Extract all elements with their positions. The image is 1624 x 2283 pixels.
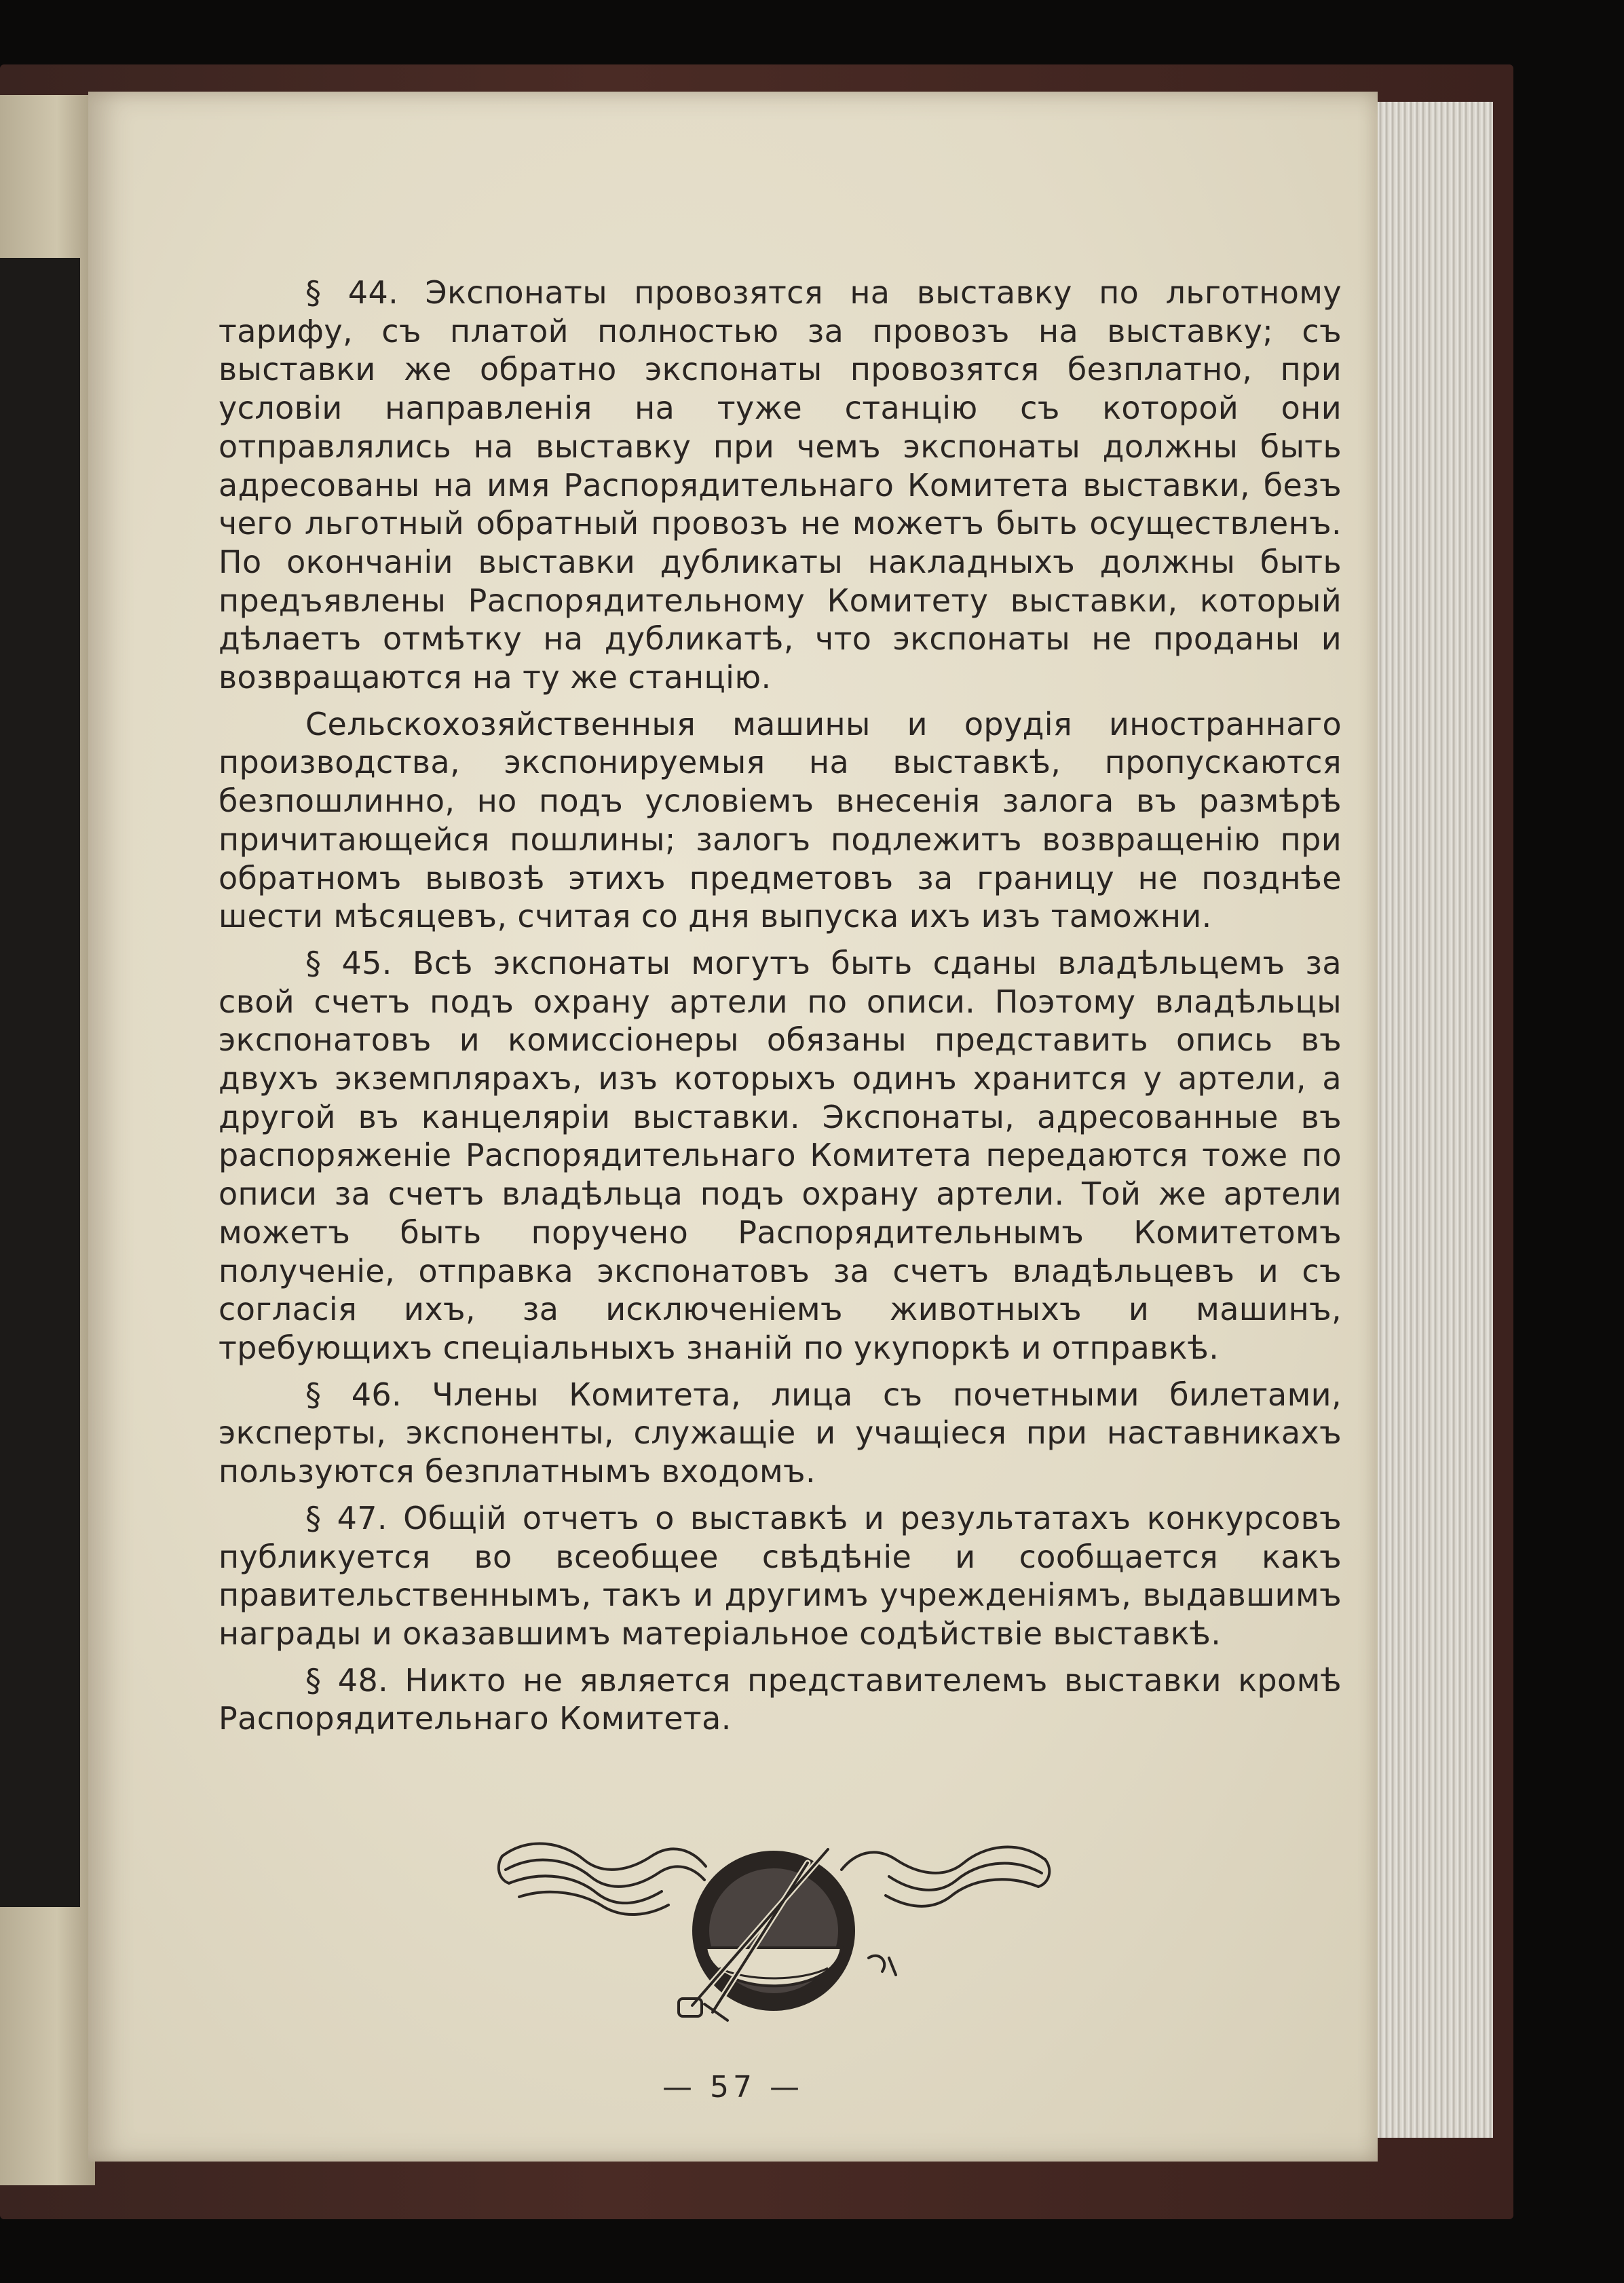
book-page xyxy=(88,92,1378,2162)
page-edges xyxy=(1364,102,1493,2138)
page-body xyxy=(219,273,1342,1746)
paragraph-48: § 48. Никто не является представителемъ выставки кромѣ Распорядительнаго Комитета. xyxy=(219,1661,1342,1737)
paragraph-44: § 44. Экспонаты провозятся на выставку по льготному тарифу, съ платой полностью за провозъ на выставку; съ выставки же обратно экспонаты провозятся безплатно, при условіи направленія на туже станцію съ которой они отправлялись на выставку при чемъ экспонаты должны быть адресованы на имя Распорядительнаго Комитета выставки, безъ чего льготный обратный провозъ не можетъ быть осуществленъ. По окончаніи выставки дубликаты накладныхъ должны быть предъявлены Распорядительному Комитету выставки, который дѣлаетъ отмѣтку на дубликатѣ, что экспонаты не проданы и возвращаются на ту же станцію. xyxy=(219,274,1342,696)
page-number: — 57 — xyxy=(662,2070,804,2105)
paragraph-47: § 47. Общій отчетъ о выставкѣ и результатахъ конкурсовъ публикуется во всеобщее свѣдѣніе и сообщается какъ правительственнымъ, такъ и другимъ учрежденіямъ, выдавшимъ награды и оказавшимъ матеріальное содѣйствіе выставкѣ. xyxy=(219,1499,1342,1652)
paragraph-45: § 45. Всѣ экспонаты могутъ быть сданы владѣльцемъ за свой счетъ подъ охрану артели по описи. Поэтому владѣльцы экспонатовъ и комиссіонеры обязаны представить опись въ двухъ экземплярахъ, изъ которыхъ одинъ хранится у артели, а другой въ канцеляріи выставки. Экспонаты, адресованные въ распоряженіе Распорядительнаго Комитета передаются тоже по описи за счетъ владѣльца подъ охрану артели. Той же артели можетъ быть поручено Распорядительнымъ Комитетомъ полученіе, отправка экспонатовъ за счетъ владѣльцевъ и съ согласія ихъ, за исключеніемъ животныхъ и машинъ, требующихъ спеціальныхъ знаній по укупоркѣ и отправкѣ. xyxy=(219,944,1342,1366)
left-page-illustration xyxy=(0,258,80,1907)
paragraph-46: § 46. Члены Комитета, лица съ почетными билетами, эксперты, экспоненты, служащіе и учащіеся при наставникахъ пользуются безплатнымъ входомъ. xyxy=(219,1376,1342,1490)
tools-and-ribbon-vignette-icon xyxy=(489,1829,1059,2026)
paragraph-customs: Сельскохозяйственныя машины и орудія иностраннаго производства, экспонируемыя на выставкѣ, пропускаются безпошлинно, но подъ условіемъ внесенія залога въ размѣрѣ причитающейся пошлины; залогъ подлежитъ возвращенію при обратномъ вывозѣ этихъ предметовъ за границу не позднѣе шести мѣсяцевъ, считая со дня выпуска ихъ изъ таможни. xyxy=(219,705,1342,935)
